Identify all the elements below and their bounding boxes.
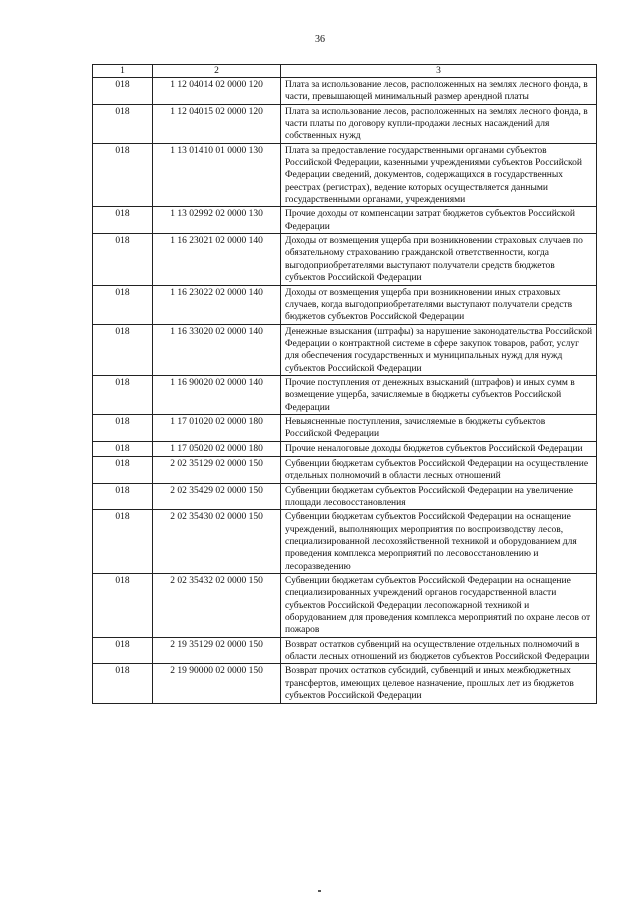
table-row (93, 510, 597, 574)
admin-code-cell: 018 (93, 637, 153, 664)
admin-code-cell: 018 (93, 483, 153, 510)
scan-mark (318, 890, 321, 892)
admin-code-cell: 018 (93, 441, 153, 456)
description-cell: Субвенции бюджетам субъектов Российской Федерации на оснащение специализированных учреждений органов государственной власти субъектов Российской Федерации лесопожарной техникой и оборудованием для проведения комплекса мероприятий по охране лесов от пожаров (281, 574, 597, 638)
column-header-3: 3 (281, 65, 597, 78)
table-row (93, 574, 597, 638)
description-cell: Прочие неналоговые доходы бюджетов субъектов Российской Федерации (281, 441, 597, 456)
table-row (93, 104, 597, 143)
table-row (93, 234, 597, 285)
admin-code-cell: 018 (93, 664, 153, 703)
description-cell: Субвенции бюджетам субъектов Российской Федерации на осуществление отдельных полномочий в области лесных отношений (281, 456, 597, 483)
budget-code-cell: 2 19 35129 02 0000 150 (153, 637, 281, 664)
description-cell: Доходы от возмещения ущерба при возникновении страховых случаев по обязательному страхованию гражданской ответственности, когда выгодоприобретателями выступают получатели средств бюджетов субъектов Российской Федерации (281, 234, 597, 285)
table-row (93, 456, 597, 483)
admin-code-cell: 018 (93, 104, 153, 143)
description-cell: Доходы от возмещения ущерба при возникновении иных страховых случаев, когда выгодоприобретателями выступают получатели средств бюджетов субъектов Российской Федерации (281, 285, 597, 324)
description-cell: Плата за использование лесов, расположенных на землях лесного фонда, в части, превышающей минимальный размер арендной платы (281, 78, 597, 105)
admin-code-cell: 018 (93, 510, 153, 574)
table-row (93, 207, 597, 234)
admin-code-cell: 018 (93, 324, 153, 375)
admin-code-cell: 018 (93, 207, 153, 234)
table-row (93, 375, 597, 414)
budget-code-cell: 1 13 01410 01 0000 130 (153, 143, 281, 207)
admin-code-cell: 018 (93, 285, 153, 324)
budget-code-cell: 1 13 02992 02 0000 130 (153, 207, 281, 234)
table-row (93, 143, 597, 207)
description-cell: Субвенции бюджетам субъектов Российской Федерации на увеличение площади лесовосстановления (281, 483, 597, 510)
revenue-codes-table (92, 64, 597, 704)
budget-code-cell: 1 17 01020 02 0000 180 (153, 414, 281, 441)
admin-code-cell: 018 (93, 574, 153, 638)
description-cell: Невыясненные поступления, зачисляемые в бюджеты субъектов Российской Федерации (281, 414, 597, 441)
budget-code-cell: 1 16 90020 02 0000 140 (153, 375, 281, 414)
table-row (93, 664, 597, 703)
description-cell: Возврат остатков субвенций на осуществление отдельных полномочий в области лесных отношений из бюджетов субъектов Российской Федерации (281, 637, 597, 664)
budget-code-cell: 2 02 35429 02 0000 150 (153, 483, 281, 510)
table-row (93, 441, 597, 456)
column-header-1: 1 (93, 65, 153, 78)
budget-code-cell: 2 19 90000 02 0000 150 (153, 664, 281, 703)
table-row (93, 483, 597, 510)
admin-code-cell: 018 (93, 234, 153, 285)
budget-code-cell: 1 17 05020 02 0000 180 (153, 441, 281, 456)
budget-code-cell: 1 12 04015 02 0000 120 (153, 104, 281, 143)
column-header-2: 2 (153, 65, 281, 78)
page-number: 36 (315, 34, 325, 45)
admin-code-cell: 018 (93, 78, 153, 105)
description-cell: Прочие поступления от денежных взысканий (штрафов) и иных сумм в возмещение ущерба, зачисляемые в бюджеты субъектов Российской Федерации (281, 375, 597, 414)
description-cell: Субвенции бюджетам субъектов Российской Федерации на оснащение учреждений, выполняющих мероприятия по воспроизводству лесов, специализированной лесохозяйственной техникой и оборудованием для проведения комплекса мероприятий по лесовосстановлению и лесоразведению (281, 510, 597, 574)
header-row (93, 65, 597, 78)
admin-code-cell: 018 (93, 143, 153, 207)
description-cell: Прочие доходы от компенсации затрат бюджетов субъектов Российской Федерации (281, 207, 597, 234)
admin-code-cell: 018 (93, 456, 153, 483)
table-row (93, 637, 597, 664)
admin-code-cell: 018 (93, 414, 153, 441)
budget-code-cell: 2 02 35430 02 0000 150 (153, 510, 281, 574)
table-row (93, 414, 597, 441)
description-cell: Плата за использование лесов, расположенных на землях лесного фонда, в части платы по договору купли-продажи лесных насаждений для собственных нужд (281, 104, 597, 143)
budget-code-cell: 1 12 04014 02 0000 120 (153, 78, 281, 105)
admin-code-cell: 018 (93, 375, 153, 414)
table-row (93, 285, 597, 324)
budget-code-cell: 2 02 35129 02 0000 150 (153, 456, 281, 483)
table-row (93, 324, 597, 375)
description-cell: Плата за предоставление государственными органами субъектов Российской Федерации, казенными учреждениями субъектов Российской Федерации сведений, документов, содержащихся в государственных реестрах (регистрах), ведение которых осуществляется данными государственными органами, учреждениями (281, 143, 597, 207)
budget-code-cell: 1 16 23022 02 0000 140 (153, 285, 281, 324)
budget-code-cell: 1 16 33020 02 0000 140 (153, 324, 281, 375)
table-row (93, 78, 597, 105)
description-cell: Возврат прочих остатков субсидий, субвенций и иных межбюджетных трансфертов, имеющих целевое назначение, прошлых лет из бюджетов субъектов Российской Федерации (281, 664, 597, 703)
budget-code-cell: 1 16 23021 02 0000 140 (153, 234, 281, 285)
description-cell: Денежные взыскания (штрафы) за нарушение законодательства Российской Федерации о контрактной системе в сфере закупок товаров, работ, услуг для обеспечения государственных и муниципальных нужд для нужд субъектов Российской Федерации (281, 324, 597, 375)
budget-code-cell: 2 02 35432 02 0000 150 (153, 574, 281, 638)
